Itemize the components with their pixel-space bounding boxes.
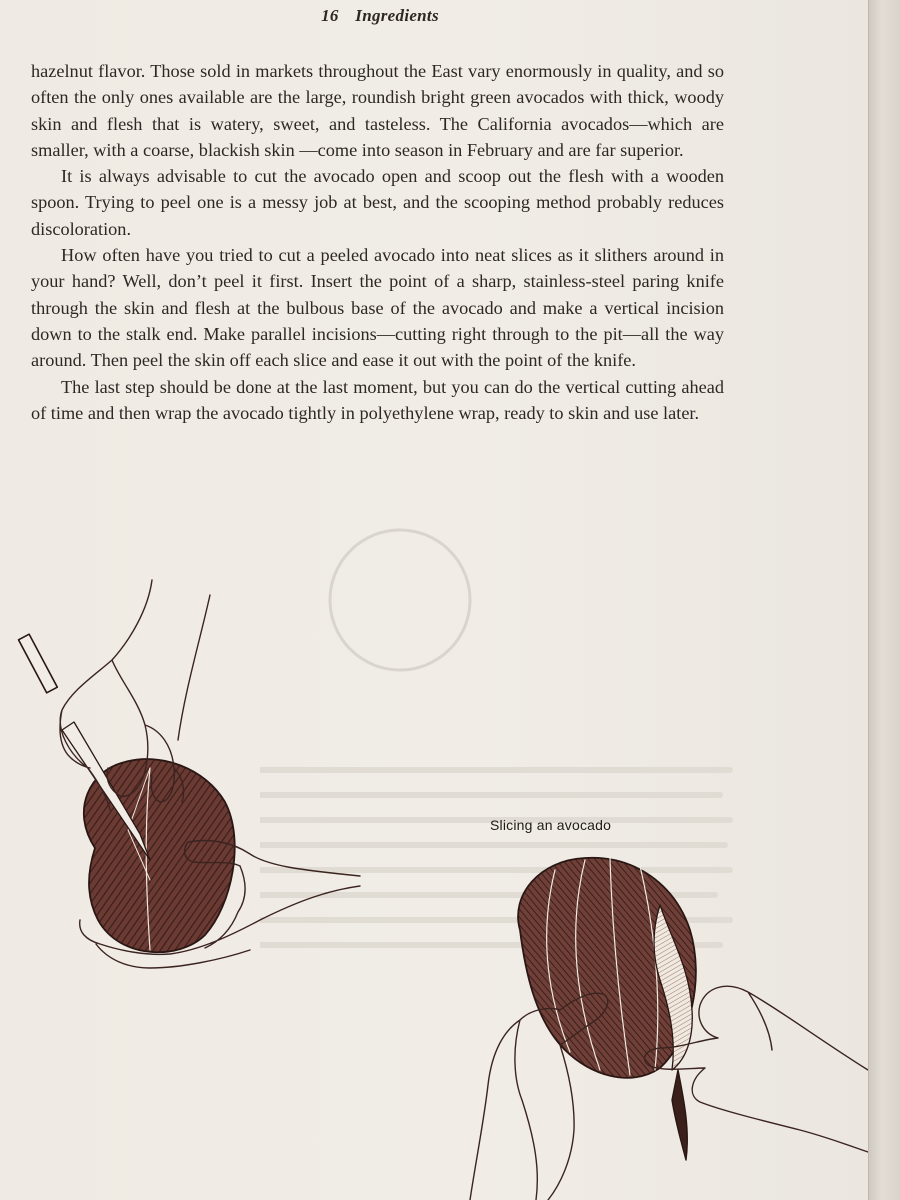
page-edge xyxy=(868,0,900,1200)
body-text xyxy=(31,58,724,426)
dangling-peel xyxy=(672,1070,687,1160)
left-figure xyxy=(19,580,360,968)
paragraph-2: It is always advisable to cut the avocado open and scoop out the flesh with a wooden spoon. Trying to peel one is a messy job at best, and the scooping method probably reduces discoloration. xyxy=(31,166,724,239)
knife-handle xyxy=(19,634,58,693)
running-head xyxy=(0,6,760,26)
right-figure xyxy=(470,858,868,1200)
paragraph-1: hazelnut flavor. Those sold in markets throughout the East vary enormously in quality, and so often the only ones available are the large, roundish bright green avocados with thick, woody skin and flesh that is watery, sweet, and tasteless. The California avocados—which are smaller, with a coarse, blackish skin —come into season in February and are far superior. xyxy=(31,61,724,160)
figure-caption: Slicing an avocado xyxy=(490,817,612,833)
paragraph-4: The last step should be done at the last moment, but you can do the vertical cutting ahead of time and then wrap the avocado tightly in polyethylene wrap, ready to skin and use later. xyxy=(31,376,724,423)
page-number: 16 xyxy=(321,6,339,25)
section-title: Ingredients xyxy=(355,6,439,25)
paragraph-3: How often have you tried to cut a peeled avocado into neat slices as it slithers around in your hand? Well, don’t peel it first. Insert the point of a sharp, stainless-steel paring knife through the skin and flesh at the bulbous base of the avocado and make a vertical incision down to the stalk end. Make parallel incisions—cutting right through to the pit—all the way around. Then peel the skin off each slice and ease it out with the point of the knife. xyxy=(31,245,724,371)
avocado-slicing-illustration xyxy=(0,540,868,1200)
